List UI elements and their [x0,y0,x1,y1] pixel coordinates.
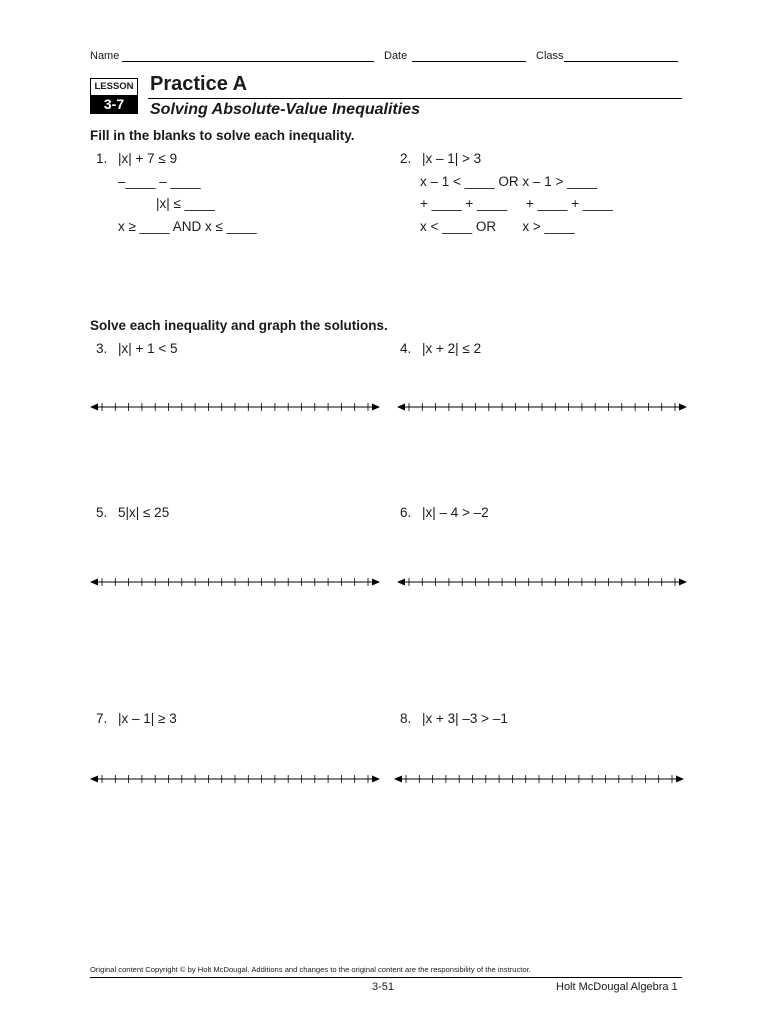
number-line-graphic [90,770,380,788]
arrow-left-icon [90,404,98,411]
class-label: Class [536,50,564,62]
title-divider [148,98,682,99]
problem-1-step1[interactable]: –____ – ____ [118,174,201,189]
problem-2-step2[interactable]: + ____ + ____ + ____ + ____ [420,196,613,211]
problem-1-step2[interactable]: |x| ≤ ____ [156,196,215,211]
number-line-graphic [397,398,687,416]
problem-2-number: 2. [400,151,412,166]
number-line-6[interactable] [397,573,687,591]
lesson-label: LESSON [90,78,138,96]
problem-5-text: 5|x| ≤ 25 [118,505,170,520]
arrow-left-icon [397,579,405,586]
number-line-4[interactable] [397,398,687,416]
book-title: Holt McDougal Algebra 1 [556,981,678,993]
number-line-graphic [90,573,380,591]
arrow-left-icon [394,776,402,783]
arrow-right-icon [679,579,687,586]
lesson-number: 3-7 [90,95,138,114]
number-line-3[interactable] [90,398,380,416]
problem-5-number: 5. [96,505,108,520]
number-line-7[interactable] [90,770,380,788]
copyright-notice: Original content Copyright © by Holt McDougal. Additions and changes to the original content are the responsibility of the instructor. [90,965,531,974]
problem-4-text: |x + 2| ≤ 2 [422,341,482,356]
problem-6-number: 6. [400,505,412,520]
arrow-right-icon [372,404,380,411]
number-line-graphic [397,573,687,591]
number-line-graphic [394,770,684,788]
number-line-graphic [90,398,380,416]
name-line[interactable] [122,61,374,62]
problem-1-number: 1. [96,151,108,166]
problem-7-text: |x – 1| ≥ 3 [118,711,177,726]
arrow-left-icon [397,404,405,411]
problem-7-number: 7. [96,711,108,726]
problem-3-text: |x| + 1 < 5 [118,341,178,356]
section2-instruction: Solve each inequality and graph the solutions. [90,318,388,333]
page-subtitle: Solving Absolute-Value Inequalities [150,101,420,118]
section1-instruction: Fill in the blanks to solve each inequality. [90,128,355,143]
problem-4-number: 4. [400,341,412,356]
page-number: 3-51 [372,981,395,993]
class-line[interactable] [564,61,678,62]
problem-8-text: |x + 3| –3 > –1 [422,711,508,726]
arrow-left-icon [90,776,98,783]
problem-1-text: |x| + 7 ≤ 9 [118,151,178,166]
arrow-right-icon [679,404,687,411]
arrow-left-icon [90,579,98,586]
number-line-8[interactable] [394,770,684,788]
problem-1-step3[interactable]: x ≥ ____ AND x ≤ ____ [118,219,257,234]
name-label: Name [90,50,120,62]
arrow-right-icon [676,776,684,783]
arrow-right-icon [372,776,380,783]
arrow-right-icon [372,579,380,586]
lesson-badge [90,78,138,114]
number-line-5[interactable] [90,573,380,591]
page-title: Practice A [150,73,248,95]
footer-divider [90,977,682,978]
problem-8-number: 8. [400,711,412,726]
problem-2-text: |x – 1| > 3 [422,151,482,166]
problem-3-number: 3. [96,341,108,356]
date-label: Date [384,50,408,62]
problem-6-text: |x| – 4 > –2 [422,505,489,520]
date-line[interactable] [412,61,526,62]
problem-2-step3[interactable]: x < ____ OR x > ____ [420,219,575,234]
problem-2-step1[interactable]: x – 1 < ____ OR x – 1 > ____ [420,174,598,189]
